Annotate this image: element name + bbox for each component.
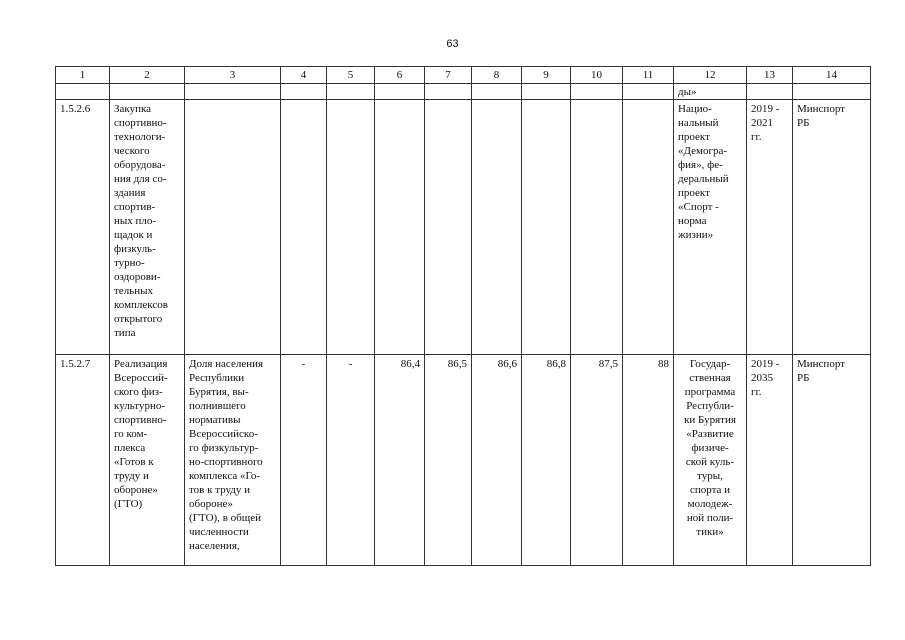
table-cell xyxy=(425,84,472,100)
item-number-cell: 1.5.2.7 xyxy=(56,355,110,566)
table-cell xyxy=(185,84,281,100)
header-col-3: 3 xyxy=(185,67,281,84)
table-cell xyxy=(793,84,871,100)
period-cell: 2019 - 2021 гг. xyxy=(747,100,793,355)
table-cell xyxy=(472,84,522,100)
header-col-9: 9 xyxy=(522,67,571,84)
value-cell-col5 xyxy=(327,100,375,355)
header-col-4: 4 xyxy=(281,67,327,84)
header-col-7: 7 xyxy=(425,67,472,84)
value-cell-col10: 87,5 xyxy=(571,355,623,566)
program-cell: Нацио- нальный проект «Демогра- фия», фе- деральный проект «Спорт - норма жизни» xyxy=(674,100,747,355)
indicator-cell xyxy=(185,100,281,355)
header-col-12: 12 xyxy=(674,67,747,84)
table-cell xyxy=(623,84,674,100)
continuation-row xyxy=(56,84,871,100)
table-cell xyxy=(281,84,327,100)
value-cell-col5: - xyxy=(327,355,375,566)
value-cell-col11 xyxy=(623,100,674,355)
value-cell-col8: 86,6 xyxy=(472,355,522,566)
value-cell-col7 xyxy=(425,100,472,355)
table-row xyxy=(56,355,871,566)
header-col-5: 5 xyxy=(327,67,375,84)
responsible-cell: Минспорт РБ xyxy=(793,355,871,566)
header-col-13: 13 xyxy=(747,67,793,84)
value-cell-col6: 86,4 xyxy=(375,355,425,566)
table-cell xyxy=(375,84,425,100)
value-cell-col4 xyxy=(281,100,327,355)
item-number-cell: 1.5.2.6 xyxy=(56,100,110,355)
header-col-10: 10 xyxy=(571,67,623,84)
header-col-8: 8 xyxy=(472,67,522,84)
value-cell-col9: 86,8 xyxy=(522,355,571,566)
value-cell-col10 xyxy=(571,100,623,355)
indicator-cell: Доля населения Республики Бурятия, вы- полнившего нормативы Всероссийско- го физкультур- но-спортивного комплекса «Го- тов к труду и обороне» (ГТО), в общей численности населения, xyxy=(185,355,281,566)
responsible-cell: Минспорт РБ xyxy=(793,100,871,355)
header-col-14: 14 xyxy=(793,67,871,84)
column-number-header xyxy=(56,67,871,84)
program-cell: Государ- ственная программа Республи- ки Бурятия «Развитие физиче- ской куль- туры, спорта и молодеж- ной поли- тики» xyxy=(674,355,747,566)
table-cell xyxy=(56,84,110,100)
table-cell xyxy=(571,84,623,100)
value-cell-col8 xyxy=(472,100,522,355)
value-cell-col11: 88 xyxy=(623,355,674,566)
table-cell xyxy=(327,84,375,100)
period-cell: 2019 - 2035 гг. xyxy=(747,355,793,566)
header-col-1: 1 xyxy=(56,67,110,84)
header-col-2: 2 xyxy=(110,67,185,84)
value-cell-col6 xyxy=(375,100,425,355)
table-cell xyxy=(110,84,185,100)
measures-table xyxy=(55,66,871,566)
table-row xyxy=(56,100,871,355)
table-cell xyxy=(747,84,793,100)
table-cell xyxy=(522,84,571,100)
header-col-6: 6 xyxy=(375,67,425,84)
header-col-11: 11 xyxy=(623,67,674,84)
value-cell-col4: - xyxy=(281,355,327,566)
value-cell-col7: 86,5 xyxy=(425,355,472,566)
page-number: 63 xyxy=(446,38,459,50)
program-cell: ды» xyxy=(674,84,747,100)
value-cell-col9 xyxy=(522,100,571,355)
measure-name-cell: Закупка спортивно- технологи- ческого оборудова- ния для со- здания спортив- ных пло- щадок и физкуль- турно- оздорови- тельных комплексов открытого типа xyxy=(110,100,185,355)
measure-name-cell: Реализация Всероссий- ского физ- культурно- спортивно- го ком- плекса «Готов к труду и обороне» (ГТО) xyxy=(110,355,185,566)
